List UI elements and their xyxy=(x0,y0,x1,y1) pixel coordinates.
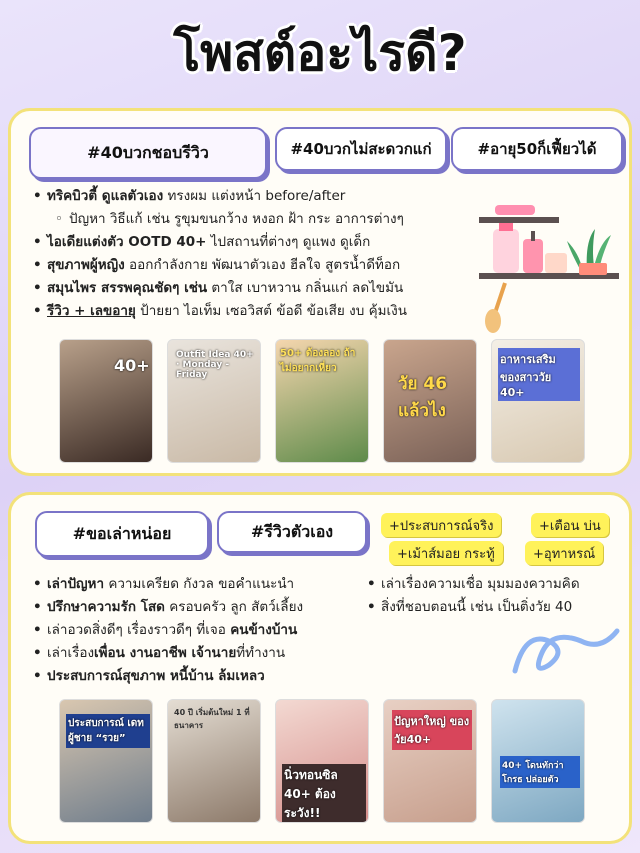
yellow-tag: +อุทาหรณ์ xyxy=(525,541,603,565)
section-1-list xyxy=(33,185,503,323)
thumbnail-image[interactable]: วัย 46 แล้วไง xyxy=(383,339,477,463)
list-item: • สุขภาพผู้หญิง ออกกำลังกาย พัฒนาตัวเอง ฮีลใจ สูตรน้ำดีท็อก xyxy=(33,257,401,273)
section-2-list-right xyxy=(367,573,627,619)
section-1-thumbnails xyxy=(59,339,585,463)
yellow-tag: +ประสบการณ์จริง xyxy=(381,513,501,537)
thumbnail-image[interactable]: ประสบการณ์ เดทผู้ชาย “รวย” xyxy=(59,699,153,823)
towel-icon xyxy=(495,205,535,215)
hashtag-self-review: #รีวิวตัวเอง xyxy=(217,511,367,553)
hashtag-40-review: #40บวกชอบรีวิว xyxy=(29,127,267,179)
page-title: โพสต์อะไรดี? xyxy=(173,24,467,82)
section-2-list-left xyxy=(33,573,373,688)
yellow-tag: +เตือน บ่น xyxy=(531,513,609,537)
list-item: • เล่าปัญหา ความเครียด กังวล ขอคำแนะนำ xyxy=(33,576,295,592)
list-item: • ทริคบิวตี้ ดูแลตัวเอง ทรงผม แต่งหน้า before/after xyxy=(33,188,346,204)
thumbnail-image[interactable]: ปัญหาใหญ่ ของวัย40+ xyxy=(383,699,477,823)
brush-icon xyxy=(495,283,505,313)
list-item: • สิ่งที่ชอบตอนนี้ เช่น เป็นติ่งวัย 40 xyxy=(367,599,573,615)
hashtag-50-stylish: #อายุ50ก็เฟี้ยวได้ xyxy=(451,127,623,171)
thumbnail-image[interactable]: 50+ ต้องลอง ถ้าไม่อยากเหี่ยว xyxy=(275,339,369,463)
thumbnail-image[interactable]: 40 ปี เริ่มต้นใหม่ 1 ที่ธนาคาร xyxy=(167,699,261,823)
list-item: • ปรึกษาความรัก โสด ครอบครัว ลูก สัตว์เลี้ยง xyxy=(33,599,304,615)
swirl-decoration-icon xyxy=(511,621,621,681)
thumbnail-image[interactable]: 40+ โดนทักว่าโกรธ ปล่อยตัว xyxy=(491,699,585,823)
hashtag-40-not-old: #40บวกไม่สะดวกแก่ xyxy=(275,127,447,171)
thumbnail-image[interactable]: 40+ xyxy=(59,339,153,463)
list-item: • เล่าอวดสิ่งดีๆ เรื่องราวดีๆ ที่เจอ คนข้างบ้าน xyxy=(33,622,298,638)
thumbnail-image[interactable]: อาหารเสริม ของสาววัย 40+ xyxy=(491,339,585,463)
shelf-board xyxy=(479,217,559,223)
hashtag-tell-story: #ขอเล่าหน่อย xyxy=(35,511,209,557)
thumbnail-image[interactable]: นิ่วทอนซิล 40+ ต้องระวัง!! xyxy=(275,699,369,823)
list-item: • ประสบการณ์สุขภาพ หนี้บ้าน ล้มเหลว xyxy=(33,668,265,684)
list-item: • เล่าเรื่องเพื่อน งานอาชีพ เจ้านายที่ทำงาน xyxy=(33,645,286,661)
yellow-tag: +เม้าส์มอย กระทู้ xyxy=(389,541,503,565)
bottle-icon xyxy=(493,229,519,273)
beauty-shelf-illustration xyxy=(475,183,625,333)
list-item: • สมุนไพร สรรพคุณชัดๆ เช่น ตาใส เบาหวาน กลิ่นแก่ ลดไขมัน xyxy=(33,280,404,296)
section-2-thumbnails xyxy=(59,699,585,823)
section-1-card xyxy=(8,108,632,476)
thumbnail-image[interactable]: Outfit Idea 40+ · Monday - Friday xyxy=(167,339,261,463)
list-item: ◦ ปัญหา วิธีแก้ เช่น รูขุมขนกว้าง หงอก ฝ้า กระ อาการต่างๆ xyxy=(55,211,404,227)
list-item: • ไอเดียแต่งตัว OOTD 40+ ไปสถานที่ต่างๆ ดูแพง ดูเด็ก xyxy=(33,234,371,250)
list-item: • เล่าเรื่องความเชื่อ มุมมองความคิด xyxy=(367,576,580,592)
list-item: • รีวิว + เลขอายุ ป้ายยา ไอเท็ม เซอวิสต์ ข้อดี ข้อเสีย งบ คุ้มเงิน xyxy=(33,303,407,319)
section-2-card xyxy=(8,492,632,844)
